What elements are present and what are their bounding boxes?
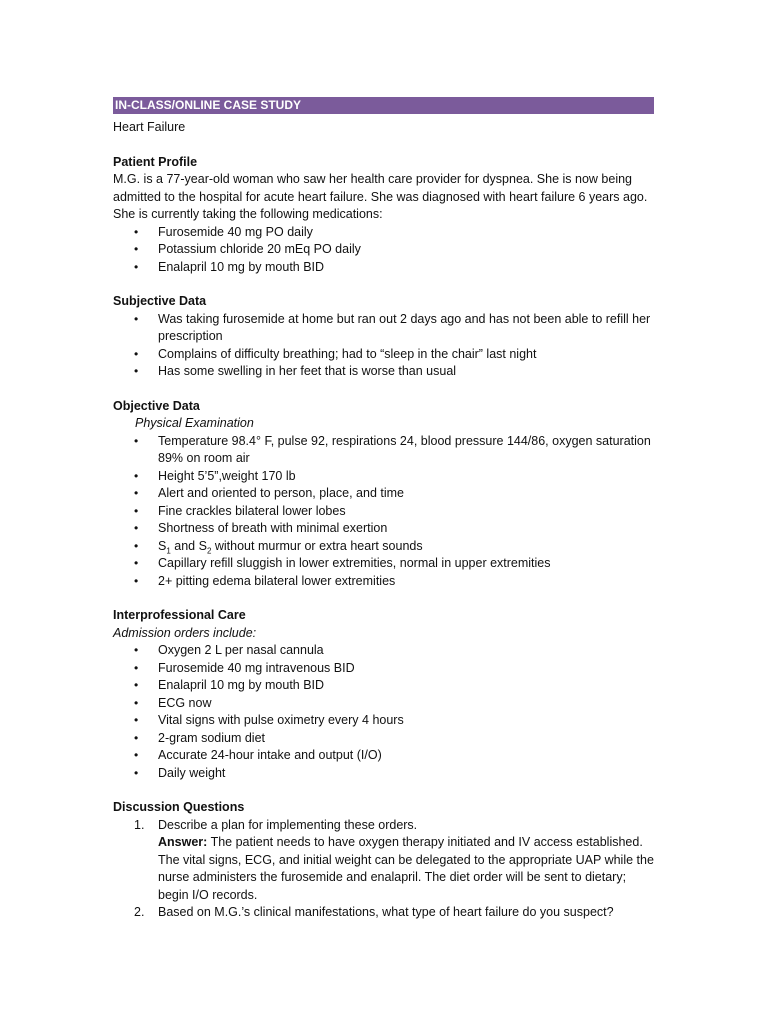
list-item: • ECG now xyxy=(158,695,654,713)
list-item: • Shortness of breath with minimal exertion xyxy=(158,520,654,538)
list-item: • Furosemide 40 mg PO daily xyxy=(158,224,654,242)
list-item: • Height 5’5”,weight 170 lb xyxy=(158,468,654,486)
heart-sound-s2-sub: 2 xyxy=(206,546,212,555)
patient-profile-text: M.G. is a 77-year-old woman who saw her health care provider for dyspnea. She is now being admitted to the hospital for acute heart failure. She was diagnosed with heart failure 6 years ago. She is currently taking the following medications: xyxy=(113,172,648,221)
objective-data-heading: Objective Data xyxy=(113,398,200,413)
list-item: • Fine crackles bilateral lower lobes xyxy=(158,503,654,521)
list-item: • Was taking furosemide at home but ran out 2 days ago and has not been able to refill her prescription xyxy=(158,311,654,346)
patient-profile-heading: Patient Profile xyxy=(113,154,198,169)
list-item: • Complains of difficulty breathing; had to “sleep in the chair” last night xyxy=(158,346,654,364)
document-title: Heart Failure xyxy=(113,120,186,134)
list-item: • Enalapril 10 mg by mouth BID xyxy=(158,677,654,695)
answer-text: The patient needs to have oxygen therapy initiated and IV access established. The vital signs, ECG, and initial weight can be delegated to the appropriate UAP while the nurse administers the furosemide and enalapril. The diet order will be sent to dietary; begin I/O records. xyxy=(158,835,658,902)
question-text: Based on M.G.’s clinical manifestations, what type of heart failure do you suspect? xyxy=(158,905,614,919)
answer-block xyxy=(158,834,658,904)
subjective-data-list xyxy=(113,311,654,381)
discussion-questions-heading: Discussion Questions xyxy=(113,800,245,814)
physical-examination-subheading: Physical Examination xyxy=(135,416,254,430)
banner-label: IN-CLASS/ONLINE CASE STUDY xyxy=(115,98,302,112)
heart-sound-and: and xyxy=(170,538,199,553)
discussion-questions-list xyxy=(113,817,658,922)
heart-sound-rest: without murmur or extra heart sounds xyxy=(211,538,423,553)
heart-sound-s2-letter: S xyxy=(198,538,207,553)
list-item: • Has some swelling in her feet that is worse than usual xyxy=(158,363,654,381)
question-number: 2. xyxy=(134,905,145,919)
heart-sound-s1-letter: S xyxy=(158,538,167,553)
admission-orders-list xyxy=(113,642,654,782)
question-text: Describe a plan for implementing these orders. xyxy=(158,817,418,832)
subjective-data-heading: Subjective Data xyxy=(113,294,207,308)
list-item: • Oxygen 2 L per nasal cannula xyxy=(158,642,654,660)
medication-list xyxy=(113,224,654,277)
heart-sounds-item xyxy=(158,538,654,556)
list-item: • Vital signs with pulse oximetry every 4 hours xyxy=(158,712,654,730)
list-item: • Capillary refill sluggish in lower extremities, normal in upper extremities xyxy=(158,555,654,573)
list-item: • Temperature 98.4° F, pulse 92, respirations 24, blood pressure 144/86, oxygen saturation 89% on room air xyxy=(158,433,654,468)
answer-label: Answer: xyxy=(158,835,208,849)
case-study-page xyxy=(113,97,658,922)
list-item: • Accurate 24-hour intake and output (I/O) xyxy=(158,747,654,765)
question-item xyxy=(134,904,654,922)
list-item: • Alert and oriented to person, place, and time xyxy=(158,485,654,503)
admission-orders-subheading: Admission orders include: xyxy=(113,625,257,640)
objective-data-list xyxy=(113,433,654,591)
list-item: • 2-gram sodium diet xyxy=(158,730,654,748)
list-item: • Daily weight xyxy=(158,765,654,783)
question-number: 1. xyxy=(134,817,145,832)
case-study-banner xyxy=(113,97,654,114)
list-item: • Potassium chloride 20 mEq PO daily xyxy=(158,241,654,259)
list-item: • 2+ pitting edema bilateral lower extremities xyxy=(158,573,654,591)
list-item: • Enalapril 10 mg by mouth BID xyxy=(158,259,654,277)
heart-sound-s1-sub: 1 xyxy=(166,546,171,555)
list-item: • Furosemide 40 mg intravenous BID xyxy=(158,660,654,678)
question-item xyxy=(134,817,658,905)
interprofessional-care-heading: Interprofessional Care xyxy=(113,608,246,622)
